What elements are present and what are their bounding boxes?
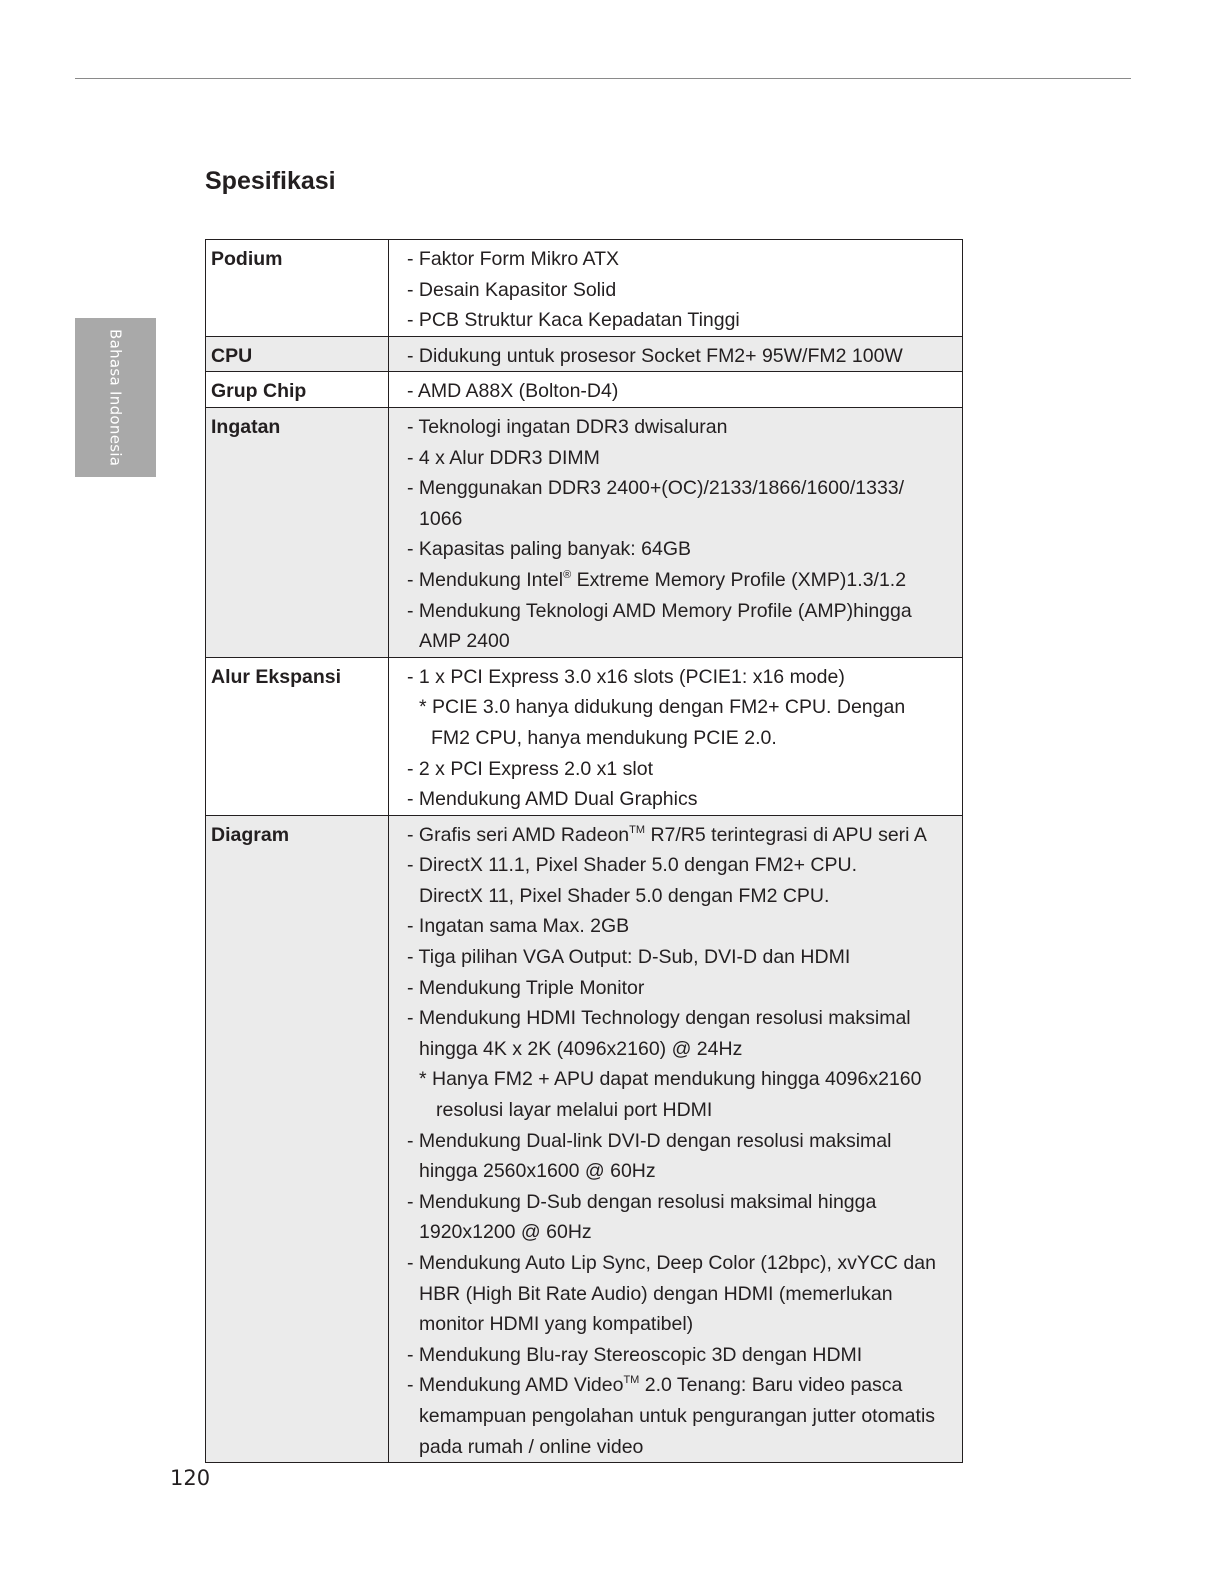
spec-label: Diagram <box>206 816 389 1462</box>
spec-row-diagram <box>206 815 962 1462</box>
spec-line: monitor HDMI yang kompatibel) <box>419 1313 694 1336</box>
spec-note: FM2 CPU, hanya mendukung PCIE 2.0. <box>431 726 777 749</box>
language-label: Bahasa Indonesia <box>106 328 125 467</box>
spec-line-text: - Grafis seri AMD Radeon <box>407 823 630 846</box>
page-number: 120 <box>170 1466 211 1490</box>
spec-line: - Ingatan sama Max. 2GB <box>407 915 630 938</box>
spec-note: resolusi layar melalui port HDMI <box>436 1099 713 1122</box>
spec-line-text: - Mendukung Intel <box>407 568 564 591</box>
spec-row-cpu <box>206 336 962 372</box>
spec-line-text: Extreme Memory Profile (XMP)1.3/1.2 <box>571 568 907 591</box>
spec-line: - Mendukung Auto Lip Sync, Deep Color (12bpc), xvYCC dan <box>407 1252 936 1274</box>
spec-line: pada rumah / online video <box>419 1435 644 1458</box>
spec-row-ingatan <box>206 407 962 657</box>
spec-line: kemampuan pengolahan untuk pengurangan jutter otomatis <box>419 1404 936 1427</box>
spec-line: - Mendukung HDMI Technology dengan resolusi maksimal <box>407 1007 911 1030</box>
spec-line-text: - Mendukung AMD Video <box>407 1374 624 1397</box>
spec-line: 1920x1200 @ 60Hz <box>419 1221 592 1244</box>
spec-line: - Faktor Form Mikro ATX <box>407 248 619 270</box>
spec-values <box>389 816 962 1462</box>
spec-note: * Hanya FM2 + APU dapat mendukung hingga 4096x2160 <box>419 1068 922 1091</box>
trademark-mark: TM <box>623 1374 640 1387</box>
spec-values <box>389 658 962 815</box>
spec-values <box>389 372 962 407</box>
spec-table <box>205 239 963 1463</box>
trademark-mark: TM <box>629 823 646 836</box>
spec-line: - 4 x Alur DDR3 DIMM <box>407 446 600 469</box>
spec-row-podium <box>206 240 962 336</box>
spec-line <box>407 1370 962 1401</box>
spec-line <box>407 565 962 596</box>
spec-line: - Mendukung Triple Monitor <box>407 976 645 999</box>
spec-line: - Kapasitas paling banyak: 64GB <box>407 538 692 561</box>
spec-line: DirectX 11, Pixel Shader 5.0 dengan FM2 CPU. <box>419 884 830 907</box>
spec-line: - Teknologi ingatan DDR3 dwisaluran <box>407 415 728 438</box>
spec-values <box>389 337 962 372</box>
spec-line: hingga 4K x 2K (4096x2160) @ 24Hz <box>419 1037 743 1060</box>
spec-line: - 2 x PCI Express 2.0 x1 slot <box>407 757 654 780</box>
spec-label: Podium <box>206 240 389 336</box>
spec-line: - Didukung untuk prosesor Socket FM2+ 95W/FM2 100W <box>407 344 903 367</box>
spec-values <box>389 408 962 657</box>
spec-line: - AMD A88X (Bolton-D4) <box>407 380 619 403</box>
spec-line: - PCB Struktur Kaca Kepadatan Tinggi <box>407 309 740 332</box>
spec-note: * PCIE 3.0 hanya didukung dengan FM2+ CPU. Dengan <box>419 696 906 719</box>
spec-label: Ingatan <box>206 408 389 657</box>
spec-line: - Mendukung D-Sub dengan resolusi maksimal hingga <box>407 1190 877 1213</box>
spec-values <box>389 240 962 336</box>
spec-label: CPU <box>206 337 389 372</box>
spec-row-alur-ekspansi <box>206 657 962 815</box>
spec-line: - Mendukung Blu-ray Stereoscopic 3D dengan HDMI <box>407 1343 863 1366</box>
spec-line: 1066 <box>419 507 463 530</box>
language-side-tab <box>75 318 156 477</box>
spec-row-grup-chip <box>206 371 962 407</box>
spec-line: - DirectX 11.1, Pixel Shader 5.0 dengan FM2+ CPU. <box>407 854 857 877</box>
spec-line: - 1 x PCI Express 3.0 x16 slots (PCIE1: x16 mode) <box>407 665 845 688</box>
spec-line: HBR (High Bit Rate Audio) dengan HDMI (memerlukan <box>419 1282 893 1305</box>
spec-line: - Mendukung Dual-link DVI-D dengan resolusi maksimal <box>407 1129 892 1152</box>
registered-mark: ® <box>563 568 572 581</box>
spec-line: - Menggunakan DDR3 2400+(OC)/2133/1866/1600/1333/ <box>407 477 905 500</box>
spec-line <box>407 820 962 851</box>
header-rule <box>75 78 1131 79</box>
spec-line: - Mendukung Teknologi AMD Memory Profile (AMP)hingga <box>407 599 912 622</box>
spec-line-text: 2.0 Tenang: Baru video pasca <box>639 1374 903 1397</box>
page-title: Spesifikasi <box>205 167 336 195</box>
spec-line: - Desain Kapasitor Solid <box>407 278 617 301</box>
spec-line: AMP 2400 <box>419 630 510 653</box>
spec-line: - Tiga pilihan VGA Output: D-Sub, DVI-D dan HDMI <box>407 946 851 969</box>
spec-line: - Mendukung AMD Dual Graphics <box>407 788 698 811</box>
spec-label: Grup Chip <box>206 372 389 407</box>
spec-line: hingga 2560x1600 @ 60Hz <box>419 1160 656 1183</box>
spec-line-text: R7/R5 terintegrasi di APU seri A <box>645 823 927 846</box>
spec-label: Alur Ekspansi <box>206 658 389 815</box>
